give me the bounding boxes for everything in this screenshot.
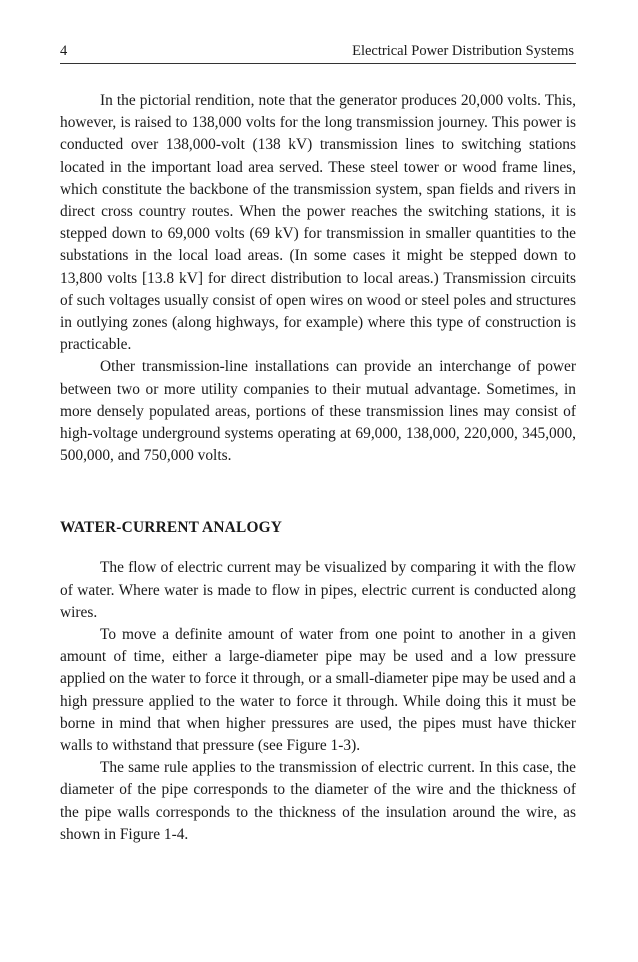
paragraph-pipe-pressure: To move a definite amount of water from one point to another in a given amount of time, either a large-diameter pipe may be used and a low pressure applied on the water to force it through, or a small-diameter pipe may be used and a high pressure applied to the water to force it through. While doing this it must be borne in mind that when higher pressures are used, the pipes must have thicker walls to withstand that pressure (see Figure 1-3).	[60, 626, 576, 755]
paragraph-interchange: Other transmission-line installations can provide an interchange of power between two or more utility companies to their mutual advantage. Sometimes, in more densely populated areas, portions of these transmission lines may consist of high-voltage underground systems operating at 69,000, 138,000, 220,000, 345,000, 500,000, and 750,000 volts.	[60, 358, 576, 465]
running-title: Electrical Power Distribution Systems	[352, 43, 574, 59]
page-header	[60, 41, 576, 65]
paragraph-wire-insulation: The same rule applies to the transmission of electric current. In this case, the diameter of the pipe corresponds to the diameter of the wire and the thickness of the pipe walls corresponds to the thickness of the insulation around the wire, as shown in Figure 1-4.	[60, 759, 576, 843]
paragraph-water-flow: The flow of electric current may be visualized by comparing it with the flow of water. Where water is made to flow in pipes, electric current is conducted along wires.	[60, 559, 576, 621]
paragraph-generator-voltage: In the pictorial rendition, note that the generator produces 20,000 volts. This, however, is raised to 138,000 volts for the long transmission journey. This power is conducted over 138,000-volt (138 kV) transmission lines to switching stations located in the important load area served. These steel tower or wood frame lines, which constitute the backbone of the transmission system, span fields and rivers in direct cross country routes. When the power reaches the switching stations, it is stepped down to 69,000 volts (69 kV) for transmission in smaller quantities to the substations in the local load areas. (In some cases it might be stepped down to 13,800 volts [13.8 kV] for direct distribution to local areas.) Transmission circuits of such voltages usually consist of open wires on wood or steel poles and structures in outlying zones (along highways, for example) where this type of construction is practicable.	[60, 92, 576, 354]
header-rule	[60, 63, 576, 64]
section-heading: WATER-CURRENT ANALOGY	[60, 519, 283, 537]
page-number: 4	[60, 43, 68, 59]
page-body	[60, 90, 576, 846]
